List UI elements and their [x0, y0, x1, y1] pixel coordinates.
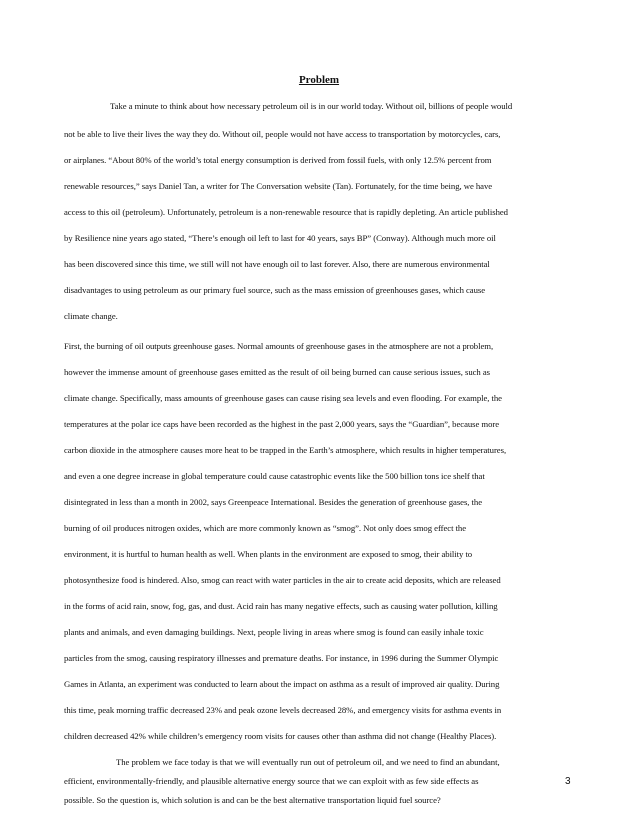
text-line: Games in Atlanta, an experiment was conducted to learn about the impact on asthma as a result of improved air quality. During [64, 679, 500, 689]
text-line: by Resilience nine years ago stated, “There’s enough oil left to last for 40 years, says BP” (Conway). Although much more oil [64, 233, 496, 243]
text-line: First, the burning of oil outputs greenhouse gases. Normal amounts of greenhouse gases in the atmosphere are not a problem, [64, 341, 494, 351]
text-line: has been discovered since this time, we still will not have enough oil to last forever. Also, there are numerous environmental [64, 259, 490, 269]
text-line: in the forms of acid rain, snow, fog, gas, and dust. Acid rain has many negative effects, such as causing water pollution, killing [64, 601, 498, 611]
text-line: renewable resources,” says Daniel Tan, a writer for The Conversation website (Tan). Fortunately, for the time being, we have [64, 181, 493, 191]
text-line: The problem we face today is that we will eventually run out of petroleum oil, and we need to find an abundant, [116, 757, 500, 767]
text-line: particles from the smog, causing respiratory illnesses and premature deaths. For instance, in 1996 during the Summer Olympic [64, 653, 499, 663]
text-line: possible. So the question is, which solution is and can be the best alternative transportation liquid fuel source? [64, 795, 441, 805]
text-line: efficient, environmentally-friendly, and plausible alternative energy source that we can exploit with as few side effects as [64, 776, 479, 786]
text-line: disadvantages to using petroleum as our primary fuel source, such as the mass emission of greenhouses gases, which cause [64, 285, 486, 295]
text-line: disintegrated in less than a month in 2002, says Greenpeace International. Besides the generation of greenhouse gases, the [64, 497, 483, 507]
text-line: this time, peak morning traffic decreased 23% and peak ozone levels decreased 28%, and emergency visits for asthma events in [64, 705, 502, 715]
text-line: climate change. Specifically, mass amounts of greenhouse gases can cause rising sea levels and even flooding. For example, the [64, 393, 502, 403]
text-line: plants and animals, and even damaging buildings. Next, people living in areas where smog is found can easily inhale toxic [64, 627, 484, 637]
text-line: environment, it is hurtful to human health as well. When plants in the environment are exposed to smog, their ability to [64, 549, 473, 559]
text-line: not be able to live their lives the way they do. Without oil, people would not have access to transportation by motorcycles, cars, [64, 129, 501, 139]
text-line: however the immense amount of greenhouse gases emitted as the result of oil being burned can cause serious issues, such as [64, 367, 490, 377]
text-line: children decreased 42% while children’s emergency room visits for causes other than asthma did not change (Healthy Places). [64, 731, 497, 741]
text-line: access to this oil (petroleum). Unfortunately, petroleum is a non-renewable resource that is rapidly depleting. An article published [64, 207, 508, 217]
text-line: burning of oil produces nitrogen oxides, which are more commonly known as “smog”. Not only does smog effect the [64, 523, 467, 533]
text-line: climate change. [64, 311, 118, 321]
text-line: temperatures at the polar ice caps have been recorded as the highest in the past 2,000 years, says the “Guardian”, because more [64, 419, 500, 429]
text-line: carbon dioxide in the atmosphere causes more heat to be trapped in the Earth’s atmosphere, which results in higher temperatures, [64, 445, 507, 455]
page-title: Problem [298, 74, 340, 86]
text-line: or airplanes. “About 80% of the world’s total energy consumption is derived from fossil fuels, with only 12.5% percent from [64, 155, 492, 165]
text-line: photosynthesize food is hindered. Also, smog can react with water particles in the air to create acid deposits, which are released [64, 575, 501, 585]
text-line: and even a one degree increase in global temperature could cause catastrophic events like the 500 billion tons ice shelf that [64, 471, 485, 481]
text-line: Take a minute to think about how necessary petroleum oil is in our world today. Without oil, billions of people would [110, 101, 513, 111]
page-number: 3 [565, 776, 571, 787]
